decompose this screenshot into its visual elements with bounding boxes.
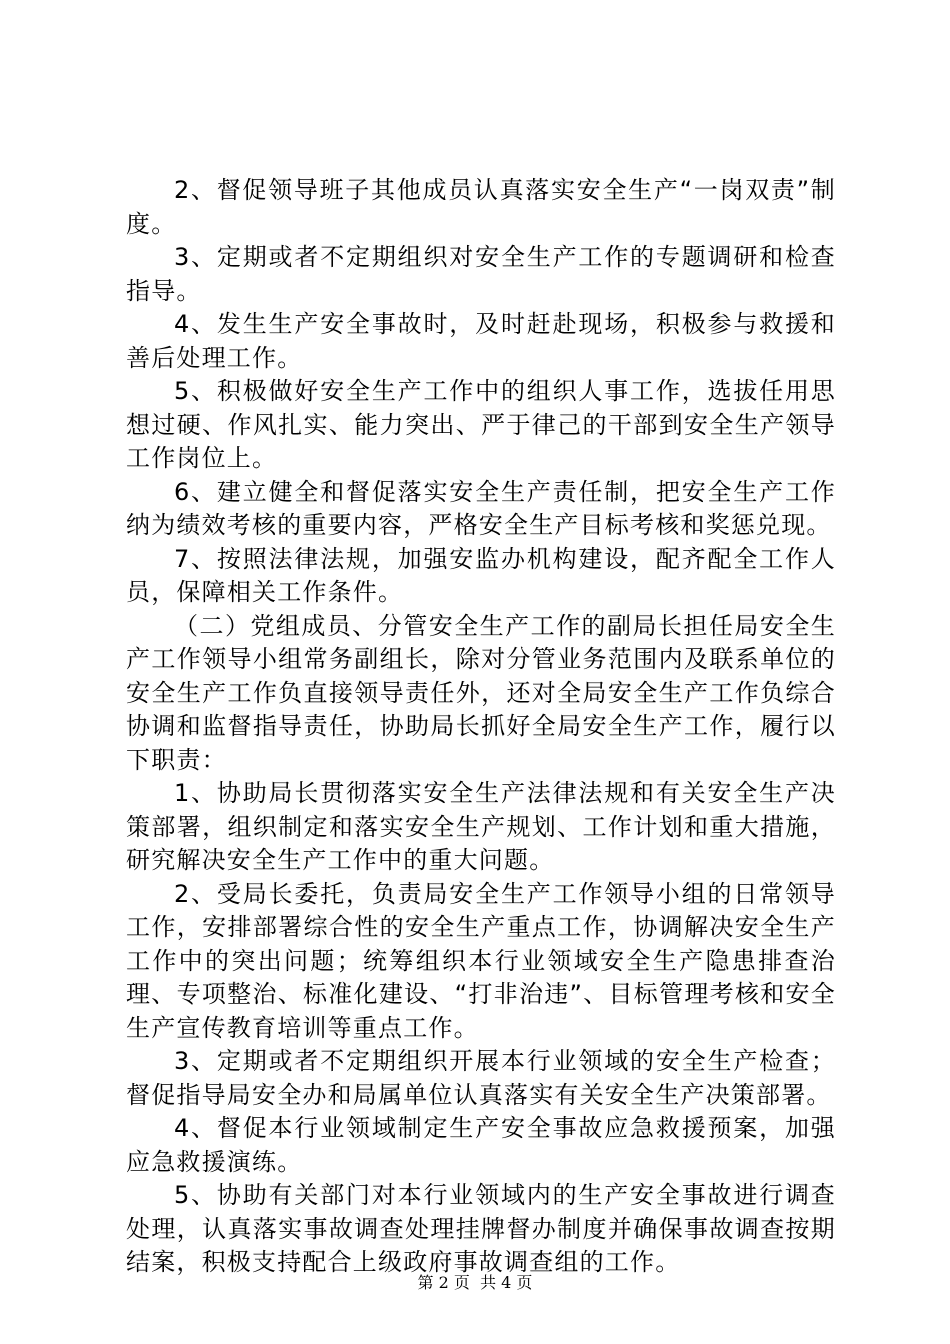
paragraph-item-4: 4、发生生产安全事故时，及时赶赴现场，积极参与救援和善后处理工作。 (126, 310, 836, 372)
page-footer (0, 1270, 950, 1293)
paragraph-item-2: 2、督促领导班子其他成员认真落实安全生产“一岗双责”制度。 (126, 176, 836, 238)
paragraph-item-3: 3、定期或者不定期组织对安全生产工作的专题调研和检查指导。 (126, 243, 836, 305)
document-body (126, 174, 836, 1280)
paragraph-duty-3: 3、定期或者不定期组织开展本行业领域的安全生产检查；督促指导局安全办和局属单位认真落实有关安全生产决策部署。 (126, 1047, 836, 1109)
paragraph-duty-4: 4、督促本行业领域制定生产安全事故应急救援预案，加强应急救援演练。 (126, 1114, 836, 1176)
page-number-label: 第 2 页 共 4 页 (417, 1273, 533, 1292)
paragraph-item-6: 6、建立健全和督促落实安全生产责任制，把安全生产工作纳为绩效考核的重要内容，严格安全生产目标考核和奖惩兑现。 (126, 477, 836, 539)
paragraph-duty-2: 2、受局长委托，负责局安全生产工作领导小组的日常领导工作，安排部署综合性的安全生产重点工作，协调解决安全生产工作中的突出问题；统筹组织本行业领域安全生产隐患排查治理、专项整治、标准化建设、“打非治违”、目标管理考核和安全生产宣传教育培训等重点工作。 (126, 879, 836, 1042)
paragraph-item-5: 5、积极做好安全生产工作中的组织人事工作，选拔任用思想过硬、作风扎实、能力突出、严于律己的干部到安全生产领导工作岗位上。 (126, 377, 836, 472)
paragraph-item-7: 7、按照法律法规，加强安监办机构建设，配齐配全工作人员，保障相关工作条件。 (126, 544, 836, 606)
section-heading-paragraph: （二）党组成员、分管安全生产工作的副局长担任局安全生产工作领导小组常务副组长，除对分管业务范围内及联系单位的安全生产工作负直接领导责任外，还对全局安全生产工作负综合协调和监督指导责任，协助局长抓好全局安全生产工作，履行以下职责： (126, 611, 836, 774)
paragraph-duty-1: 1、协助局长贯彻落实安全生产法律法规和有关安全生产决策部署，组织制定和落实安全生产规划、工作计划和重大措施，研究解决安全生产工作中的重大问题。 (126, 779, 836, 874)
paragraph-duty-5: 5、协助有关部门对本行业领域内的生产安全事故进行调查处理，认真落实事故调查处理挂牌督办制度并确保事故调查按期结案，积极支持配合上级政府事故调查组的工作。 (126, 1181, 836, 1276)
